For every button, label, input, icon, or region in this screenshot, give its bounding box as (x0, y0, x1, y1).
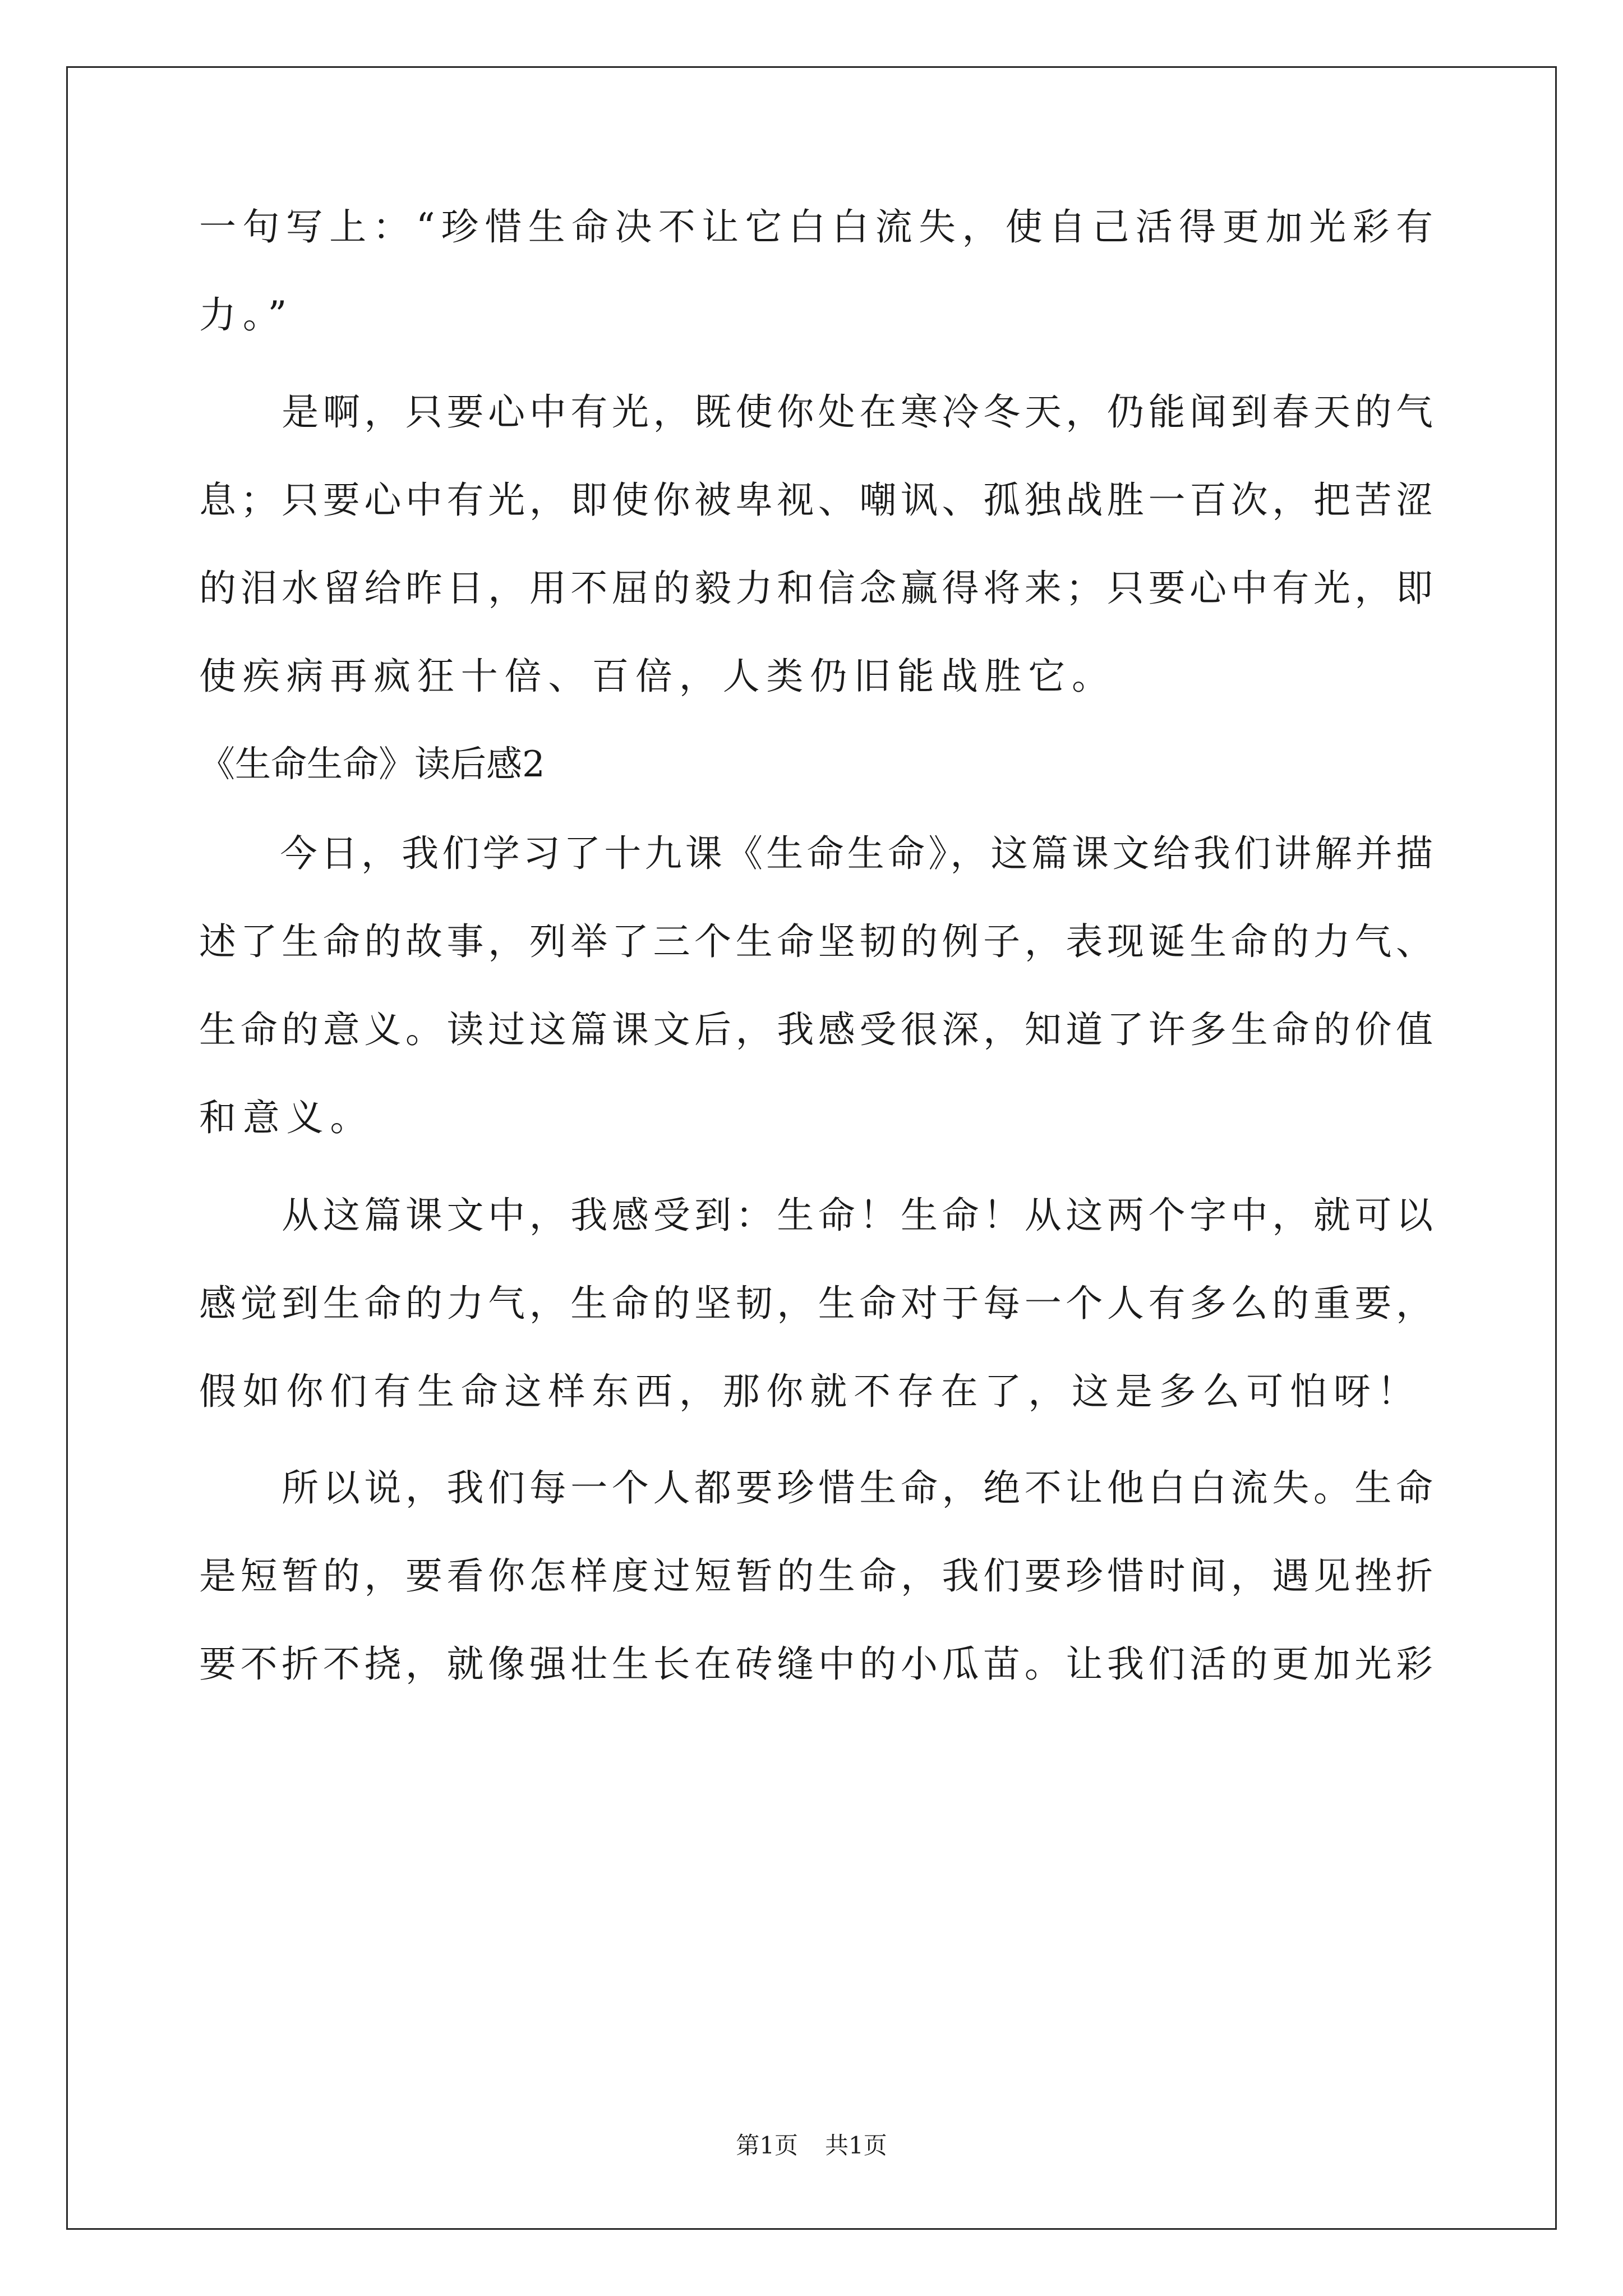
page-footer (0, 2129, 1623, 2162)
page-number-current: 第1页 (736, 2132, 798, 2159)
text-line: 的泪水留给昨日，用不屈的毅力和信念赢得将来；只要心中有光，即 (199, 567, 1433, 610)
text-line: 今日，我们学习了十九课《生命生命》，这篇课文给我们讲解并描 (199, 832, 1433, 875)
text-line: 假如你们有生命这样东西，那你就不存在了，这是多么可怕呀！ (199, 1370, 1421, 1413)
text-line: 力。” (199, 293, 294, 337)
text-line: 所以说，我们每一个人都要珍惜生命，绝不让他白白流失。生命 (199, 1466, 1433, 1510)
text-line: 生命的意义。读过这篇课文后，我感受很深，知道了许多生命的价值 (199, 1008, 1433, 1051)
page-number-total: 共1页 (825, 2132, 887, 2159)
text-line: 从这篇课文中，我感受到：生命！生命！从这两个字中，就可以 (199, 1194, 1433, 1237)
section-heading: 《生命生命》读后感2 (199, 744, 545, 785)
text-line: 使疾病再疯狂十倍、百倍，人类仍旧能战胜它。 (199, 655, 1115, 698)
text-line: 是短暂的，要看你怎样度过短暂的生命，我们要珍惜时间，遇见挫折 (199, 1554, 1433, 1598)
text-line: 述了生命的故事，列举了三个生命坚韧的例子，表现诞生命的力气、 (199, 920, 1433, 963)
text-line: 要不折不挠，就像强壮生长在砖缝中的小瓜苗。让我们活的更加光彩 (199, 1642, 1433, 1686)
text-line: 是啊，只要心中有光，既使你处在寒冷冬天，仍能闻到春天的气 (199, 390, 1433, 434)
text-line: 一句写上：“珍惜生命决不让它白白流失，使自己活得更加光彩有 (199, 205, 1433, 249)
text-line: 和意义。 (199, 1096, 374, 1139)
text-line: 息；只要心中有光，即使你被卑视、嘲讽、孤独战胜一百次，把苦涩 (199, 478, 1433, 522)
text-line: 感觉到生命的力气，生命的坚韧，生命对于每一个人有多么的重要， (199, 1282, 1433, 1325)
